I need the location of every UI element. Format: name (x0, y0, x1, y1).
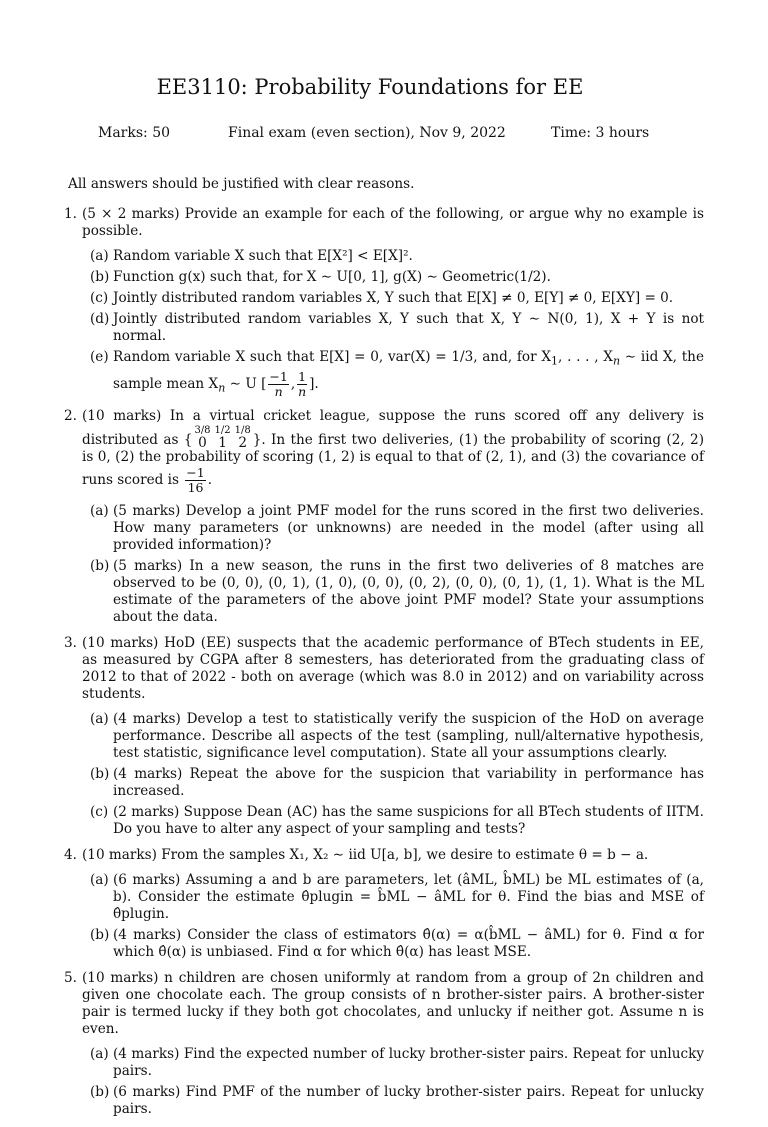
part-label: (b) (90, 926, 110, 943)
part-text: (2 marks) Suppose Dean (AC) has the same suspicions for all BTech students of IITM. Do you have to alter any aspect of your sampling and tests? (113, 803, 704, 837)
part-label: (a) (90, 710, 109, 727)
exam-info: Final exam (even section), Nov 9, 2022 (228, 125, 506, 141)
question-number: 4. (64, 846, 77, 863)
part-text: (6 marks) Find PMF of the number of lucky brother-sister pairs. Repeat for unlucky pairs. (113, 1083, 704, 1117)
part-item (90, 248, 704, 265)
part-text: Function g(x) such that, for X ∼ U[0, 1], g(X) ∼ Geometric(1/2). (113, 269, 551, 285)
question-number: 3. (64, 634, 77, 651)
question-text: (10 marks) HoD (EE) suspects that the academic performance of BTech students in EE, as measured by CGPA after 8 semesters, has deteriorated from the graduating class of 2012 to that of 2022 - both on average (which was 8.0 in 2012) and on variability across students. (82, 634, 704, 702)
part-label: (a) (90, 1045, 109, 1062)
part-text: (4 marks) Consider the class of estimators θ̂(α) = α(b̂ML − âML) for θ. Find α for which θ̂(α) is unbiased. Find α for which θ̂(α) has least MSE. (113, 926, 704, 960)
question-1 (64, 206, 704, 399)
time-label: Time: 3 hours (551, 125, 650, 141)
part-text-segment: , (290, 375, 296, 392)
question-text-segment: . In the first two deliveries, (1) the probability of scoring (2, 2) is 0, (2) the probability of scoring (1, 2) is equal to that of (2, 1), and (3) the covariance of runs scored is (82, 431, 704, 488)
question-4 (64, 847, 704, 961)
part-item (90, 804, 704, 838)
part-text-segment: ∼ iid X, the sample mean X (113, 349, 704, 392)
question-number: 2. (64, 407, 77, 424)
part-label: (b) (90, 765, 110, 782)
part-label: (b) (90, 269, 110, 285)
part-item (90, 1084, 704, 1118)
part-text: Random variable X such that E[X²] < E[X]². (113, 248, 413, 264)
part-text: Jointly distributed random variables X, Y such that X, Y ∼ N(0, 1), X + Y is not normal. (113, 311, 704, 344)
part-label: (e) (90, 349, 109, 365)
fraction-denominator: n (298, 383, 307, 399)
part-label: (b) (90, 557, 110, 574)
part-list (82, 1046, 704, 1118)
part-list (82, 503, 704, 626)
covariance-fraction (185, 466, 205, 495)
exam-title: EE3110: Probability Foundations for EE (156, 75, 584, 99)
part-text: (4 marks) Repeat the above for the suspicion that variability in performance has increased. (113, 765, 704, 799)
part-text-segment: ∼ U [ (225, 375, 267, 392)
instructions: All answers should be justified with clear reasons. (68, 176, 415, 192)
part-item (90, 766, 704, 800)
question-text: (10 marks) n children are chosen uniformly at random from a group of 2n children and given one chocolate each. The group consists of n brother-sister pairs. A brother-sister pair is termed lucky if they both got chocolates, and unlucky if neither got. Assume n is even. (82, 969, 704, 1037)
pmf-notation: {3/8 1/2 1/8 0 1 2 } (183, 424, 262, 451)
part-text: (5 marks) Develop a joint PMF model for the runs scored in the first two deliveries. How many parameters (or unknowns) are needed in the model (after using all provided information)? (113, 502, 704, 553)
question-text: (5 × 2 marks) Provide an example for each of the following, or argue why no example is possible. (82, 206, 704, 239)
part-text: (5 marks) In a new season, the runs in the first two deliveries of 8 matches are observed to be (0, 0), (0, 1), (1, 0), (0, 0), (0, 2), (0, 0), (0, 1), (1, 1). What is the ML estimate of the parameters of the above joint PMF model? State your assumptions about the data. (113, 557, 704, 625)
pmf-value: 0 (198, 434, 207, 451)
part-item (90, 711, 704, 762)
question-number: 5. (64, 969, 77, 986)
part-text: (6 marks) Assuming a and b are parameters, let (âML, b̂ML) be ML estimates of (a, b). Consider the estimate θ̂plugin = b̂ML − âML for θ. Find the bias and MSE of θ̂plugin. (113, 871, 704, 922)
part-item (90, 927, 704, 961)
fraction-numerator: −1 (269, 368, 288, 384)
question-list (64, 206, 704, 1127)
part-text: Jointly distributed random variables X, Y such that E[X] ≠ 0, E[Y] ≠ 0, E[XY] = 0. (113, 290, 674, 306)
part-item (90, 872, 704, 923)
part-list (82, 248, 704, 399)
fraction-denominator: 16 (187, 479, 204, 495)
part-text-segment: Random variable X such that E[X] = 0, var(X) = 1/3, and, for X (113, 349, 552, 365)
question-text: (10 marks) From the samples X₁, X₂ ∼ iid U[a, b], we desire to estimate θ = b − a. (82, 846, 649, 863)
part-text-segment: ]. (309, 375, 319, 392)
fraction (297, 370, 307, 399)
part-label: (d) (90, 311, 110, 327)
part-item (90, 503, 704, 554)
part-list (82, 711, 704, 838)
part-text-segment: , . . . , X (558, 349, 613, 365)
part-label: (b) (90, 1083, 110, 1100)
pmf-probability: 1/8 (234, 424, 251, 436)
part-item (90, 311, 704, 345)
part-list (82, 872, 704, 961)
part-item: (e) Random variable X such that E[X] = 0, var(X) = 1/3, and, for $X_1$, . . . , $X_n$ ∼ iid X, the sample mean $X_n$ ∼ U [ $\frac{-1}{n}$ , $\frac{1}{n}$ ]. (90, 349, 704, 399)
fraction-numerator: 1 (298, 368, 307, 384)
marks-label: Marks: 50 (98, 125, 171, 141)
question-text-segment: (10 marks) In a virtual cricket league, suppose the runs scored off any delivery is distributed as (82, 407, 704, 448)
part-label: (a) (90, 248, 109, 264)
question-3 (64, 635, 704, 838)
part-item (90, 1046, 704, 1080)
pmf-value: 2 (238, 434, 248, 451)
pmf-probability: 3/8 (194, 424, 211, 436)
part-text: (4 marks) Find the expected number of lucky brother-sister pairs. Repeat for unlucky pairs. (113, 1045, 704, 1079)
part-label: (a) (90, 502, 109, 519)
question-5 (64, 970, 704, 1118)
fraction-denominator: n (274, 383, 283, 399)
question-number: 1. (64, 206, 77, 222)
part-label: (c) (90, 803, 109, 820)
part-item (90, 269, 704, 286)
part-item (90, 558, 704, 626)
pmf-value: 1 (218, 434, 227, 451)
part-text: (4 marks) Develop a test to statistically verify the suspicion of the HoD on average performance. Describe all aspects of the test (sampling, null/alternative hypothesis, test statistic, significance level computation). State all your assumptions clearly. (113, 710, 704, 761)
fraction-numerator: −1 (186, 464, 205, 480)
part-label: (a) (90, 871, 109, 888)
pmf-probability: 1/2 (214, 424, 231, 436)
fraction (268, 370, 288, 399)
part-item (90, 290, 704, 307)
question-text: (10 marks) In a virtual cricket league, suppose the runs scored off any delivery is distributed as {3/8 1/2 1/8 0 1 2 }. In the first two deliveries, (1) the probability of scoring (2, 2) is 0, (2) the probability of scoring (1, 2) is equal to that of (2, 1), and (3) the covariance of runs scored is $\frac{-1}{16}$ . (82, 407, 704, 495)
question-2 (64, 408, 704, 626)
part-label: (c) (90, 290, 109, 306)
